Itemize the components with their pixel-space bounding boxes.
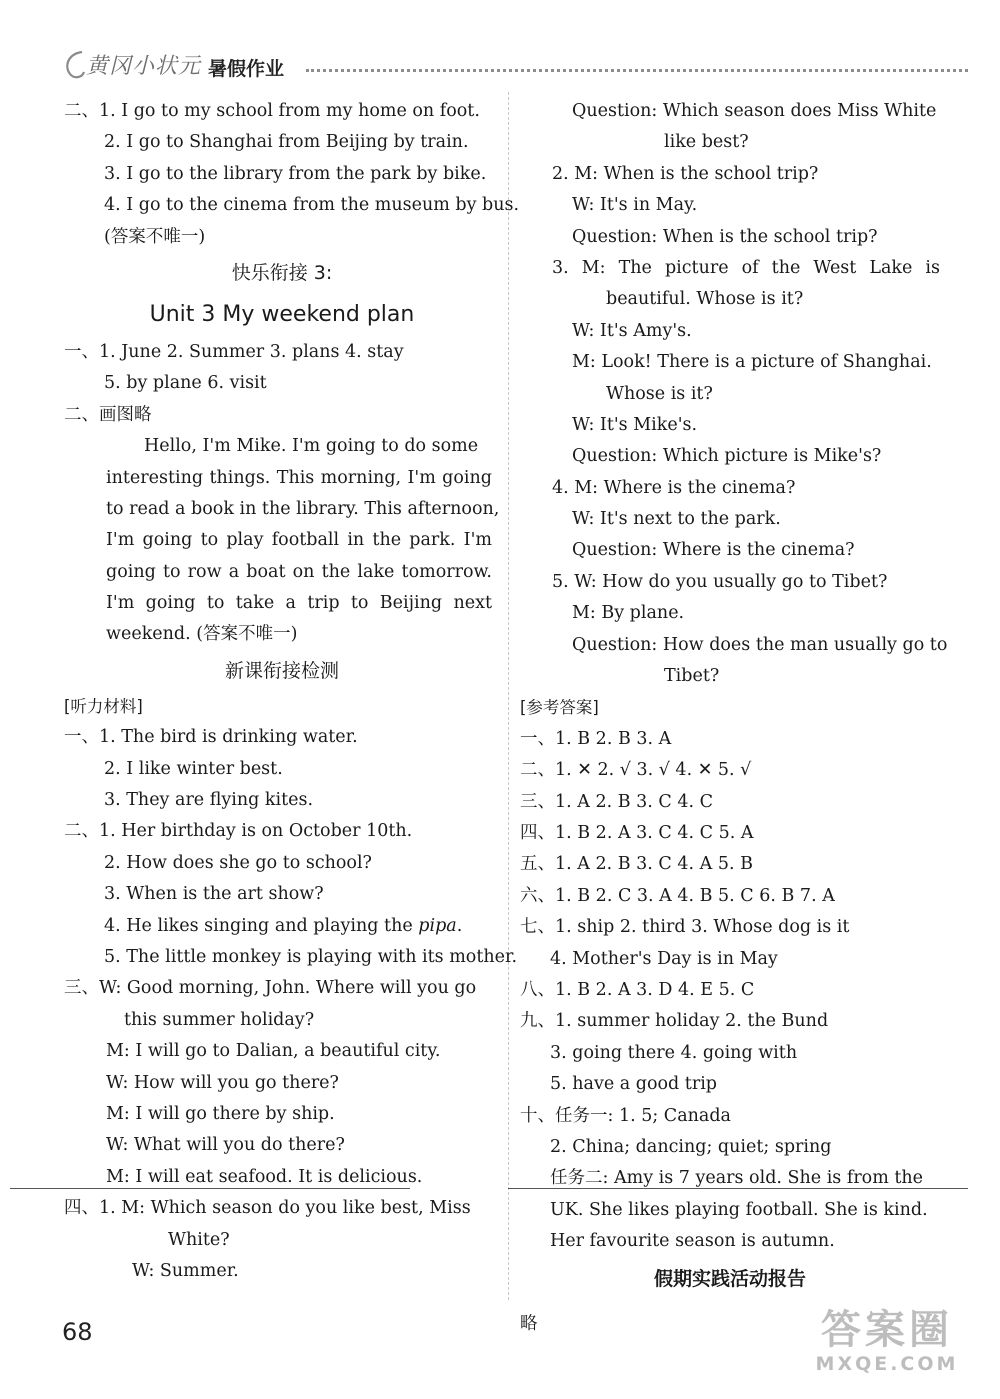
answer-line: Her favourite season is autumn. <box>550 1231 835 1252</box>
section-heading: 快乐衔接 3: <box>231 261 333 284</box>
text-line: 二、1. Her birthday is on October 10th. <box>64 821 413 842</box>
text-line: 2. How does she go to school? <box>104 852 372 873</box>
answer-line: 七、1. ship 2. third 3. Whose dog is it <box>520 917 850 938</box>
text-line: 5. The little monkey is playing with its mother. <box>104 946 518 967</box>
question-line: Question: Where is the cinema? <box>572 540 855 561</box>
dialogue-line: W: What will you do there? <box>106 1135 345 1156</box>
dialogue-line: this summer holiday? <box>124 1009 315 1030</box>
text-line: 2. I like winter best. <box>104 758 283 779</box>
answer-line: 5. have a good trip <box>550 1074 718 1095</box>
answer-line: 略 <box>520 1314 538 1335</box>
answer-line: 三、1. A 2. B 3. C 4. C <box>520 791 714 812</box>
question-line: Question: How does the man usually go to <box>572 634 948 655</box>
text-line: (答案不唯一) <box>104 226 206 247</box>
site-watermark <box>796 1307 978 1381</box>
page-number: 68 <box>62 1318 93 1346</box>
dialogue-line: W: Summer. <box>132 1260 239 1281</box>
dialogue-line: W: It's next to the park. <box>572 509 781 530</box>
dialogue-line: White? <box>168 1229 230 1250</box>
logo-text: 黄冈小状元 <box>86 54 202 79</box>
left-column <box>64 96 520 1287</box>
text-line: 二、1. I go to my school from my home on foot. <box>64 101 480 121</box>
text-line: 3. They are flying kites. <box>104 790 314 811</box>
column-divider <box>508 92 509 1300</box>
text-line: 3. I go to the library from the park by bike. <box>104 163 487 184</box>
header-title: 暑假作业 <box>208 58 285 80</box>
logo-swirl-icon <box>62 48 88 82</box>
dialogue-line: 2. M: When is the school trip? <box>552 163 819 184</box>
dialogue-line: M: Look! There is a picture of Shanghai. <box>572 352 932 373</box>
answer-line: 3. going there 4. going with <box>550 1042 798 1063</box>
dialogue-line: 3. M: The picture of the West Lake is <box>552 257 940 278</box>
dialogue-line: 5. W: How do you usually go to Tibet? <box>552 571 888 592</box>
dialogue-line: W: It's in May. <box>572 195 698 216</box>
question-line: Question: Which picture is Mike's? <box>572 446 882 467</box>
paragraph-line: to read a book in the library. This afternoon, <box>106 498 500 519</box>
dialogue-line: 4. M: Where is the cinema? <box>552 477 796 498</box>
question-line: Tibet? <box>664 666 720 687</box>
question-line: Question: When is the school trip? <box>572 226 878 247</box>
page-header <box>68 48 968 88</box>
unit-heading: Unit 3 My weekend plan <box>149 301 415 327</box>
answer-line: 八、1. B 2. A 3. D 4. E 5. C <box>520 979 755 1000</box>
scan-line-right <box>508 1188 968 1189</box>
dialogue-line: M: By plane. <box>572 603 685 624</box>
answer-line: 六、1. B 2. C 3. A 4. B 5. C 6. B 7. A <box>520 885 835 906</box>
answer-line: 二、1. ✕ 2. √ 3. √ 4. ✕ 5. √ <box>520 760 752 781</box>
paragraph-line: interesting things. This morning, I'm going <box>106 467 492 488</box>
scan-line-left <box>10 1188 410 1189</box>
answer-line: 九、1. summer holiday 2. the Bund <box>520 1011 829 1032</box>
dialogue-line: M: I will eat seafood. It is delicious. <box>106 1166 423 1187</box>
dialogue-line: Whose is it? <box>606 383 713 404</box>
dialogue-line: W: How will you go there? <box>106 1072 339 1093</box>
listening-material-label: [听力材料] <box>64 696 143 716</box>
question-line: like best? <box>664 132 749 153</box>
dialogue-line: M: I will go to Dalian, a beautiful city. <box>106 1041 441 1062</box>
paragraph-line: going to row a boat on the lake tomorrow. <box>106 561 492 582</box>
dialogue-line: W: It's Amy's. <box>572 320 692 341</box>
header-dotted-rule <box>306 69 968 72</box>
watermark-title: 答案圈 <box>821 1307 953 1353</box>
section-heading: 假期实践活动报告 <box>653 1268 806 1291</box>
paragraph-line: I'm going to play football in the park. I'm <box>106 530 492 551</box>
answer-line: 2. China; dancing; quiet; spring <box>550 1136 832 1157</box>
question-line: Question: Which season does Miss White <box>572 101 937 121</box>
text-line: 一、1. The bird is drinking water. <box>64 727 358 748</box>
watermark-url: MXQE.COM <box>815 1353 959 1375</box>
text-line: 一、1. June 2. Summer 3. plans 4. stay <box>64 341 404 362</box>
text-line <box>72 911 492 942</box>
answer-line: UK. She likes playing football. She is kind. <box>550 1199 928 1220</box>
answer-line: 一、1. B 2. B 3. A <box>520 728 672 749</box>
text-span: . <box>456 915 463 936</box>
answer-line: 4. Mother's Day is in May <box>550 948 778 969</box>
text-line: 4. I go to the cinema from the museum by bus. <box>104 195 520 216</box>
dialogue-line: M: I will go there by ship. <box>106 1103 335 1124</box>
paragraph-line: Hello, I'm Mike. I'm going to do some <box>144 436 479 457</box>
dialogue-line: 四、1. M: Which season do you like best, Miss <box>64 1198 471 1219</box>
italic-word: pipa <box>418 915 457 936</box>
answer-key-label: [参考答案] <box>520 698 599 718</box>
answer-line: 任务二: Amy is 7 years old. She is from the <box>550 1168 924 1189</box>
answer-line: 十、任务一: 1. 5; Canada <box>520 1105 731 1126</box>
section-heading: 新课衔接检测 <box>224 659 339 682</box>
text-line: 5. by plane 6. visit <box>104 373 267 394</box>
text-line: 2. I go to Shanghai from Beijing by train. <box>104 132 469 153</box>
brand-logo <box>68 48 218 86</box>
text-span: 4. He likes singing and playing the <box>104 915 419 936</box>
paragraph-line: weekend. (答案不唯一) <box>106 624 298 645</box>
dialogue-line: W: It's Mike's. <box>572 414 698 435</box>
dialogue-line: 三、W: Good morning, John. Where will you go <box>64 978 477 999</box>
answer-line: 五、1. A 2. B 3. C 4. A 5. B <box>520 854 753 875</box>
answer-line: 四、1. B 2. A 3. C 4. C 5. A <box>520 822 754 843</box>
paragraph-line: I'm going to take a trip to Beijing next <box>106 593 492 614</box>
text-line: 3. When is the art show? <box>104 884 324 905</box>
right-column <box>520 96 948 1341</box>
dialogue-line: beautiful. Whose is it? <box>606 289 804 310</box>
text-line: 二、画图略 <box>64 404 152 425</box>
